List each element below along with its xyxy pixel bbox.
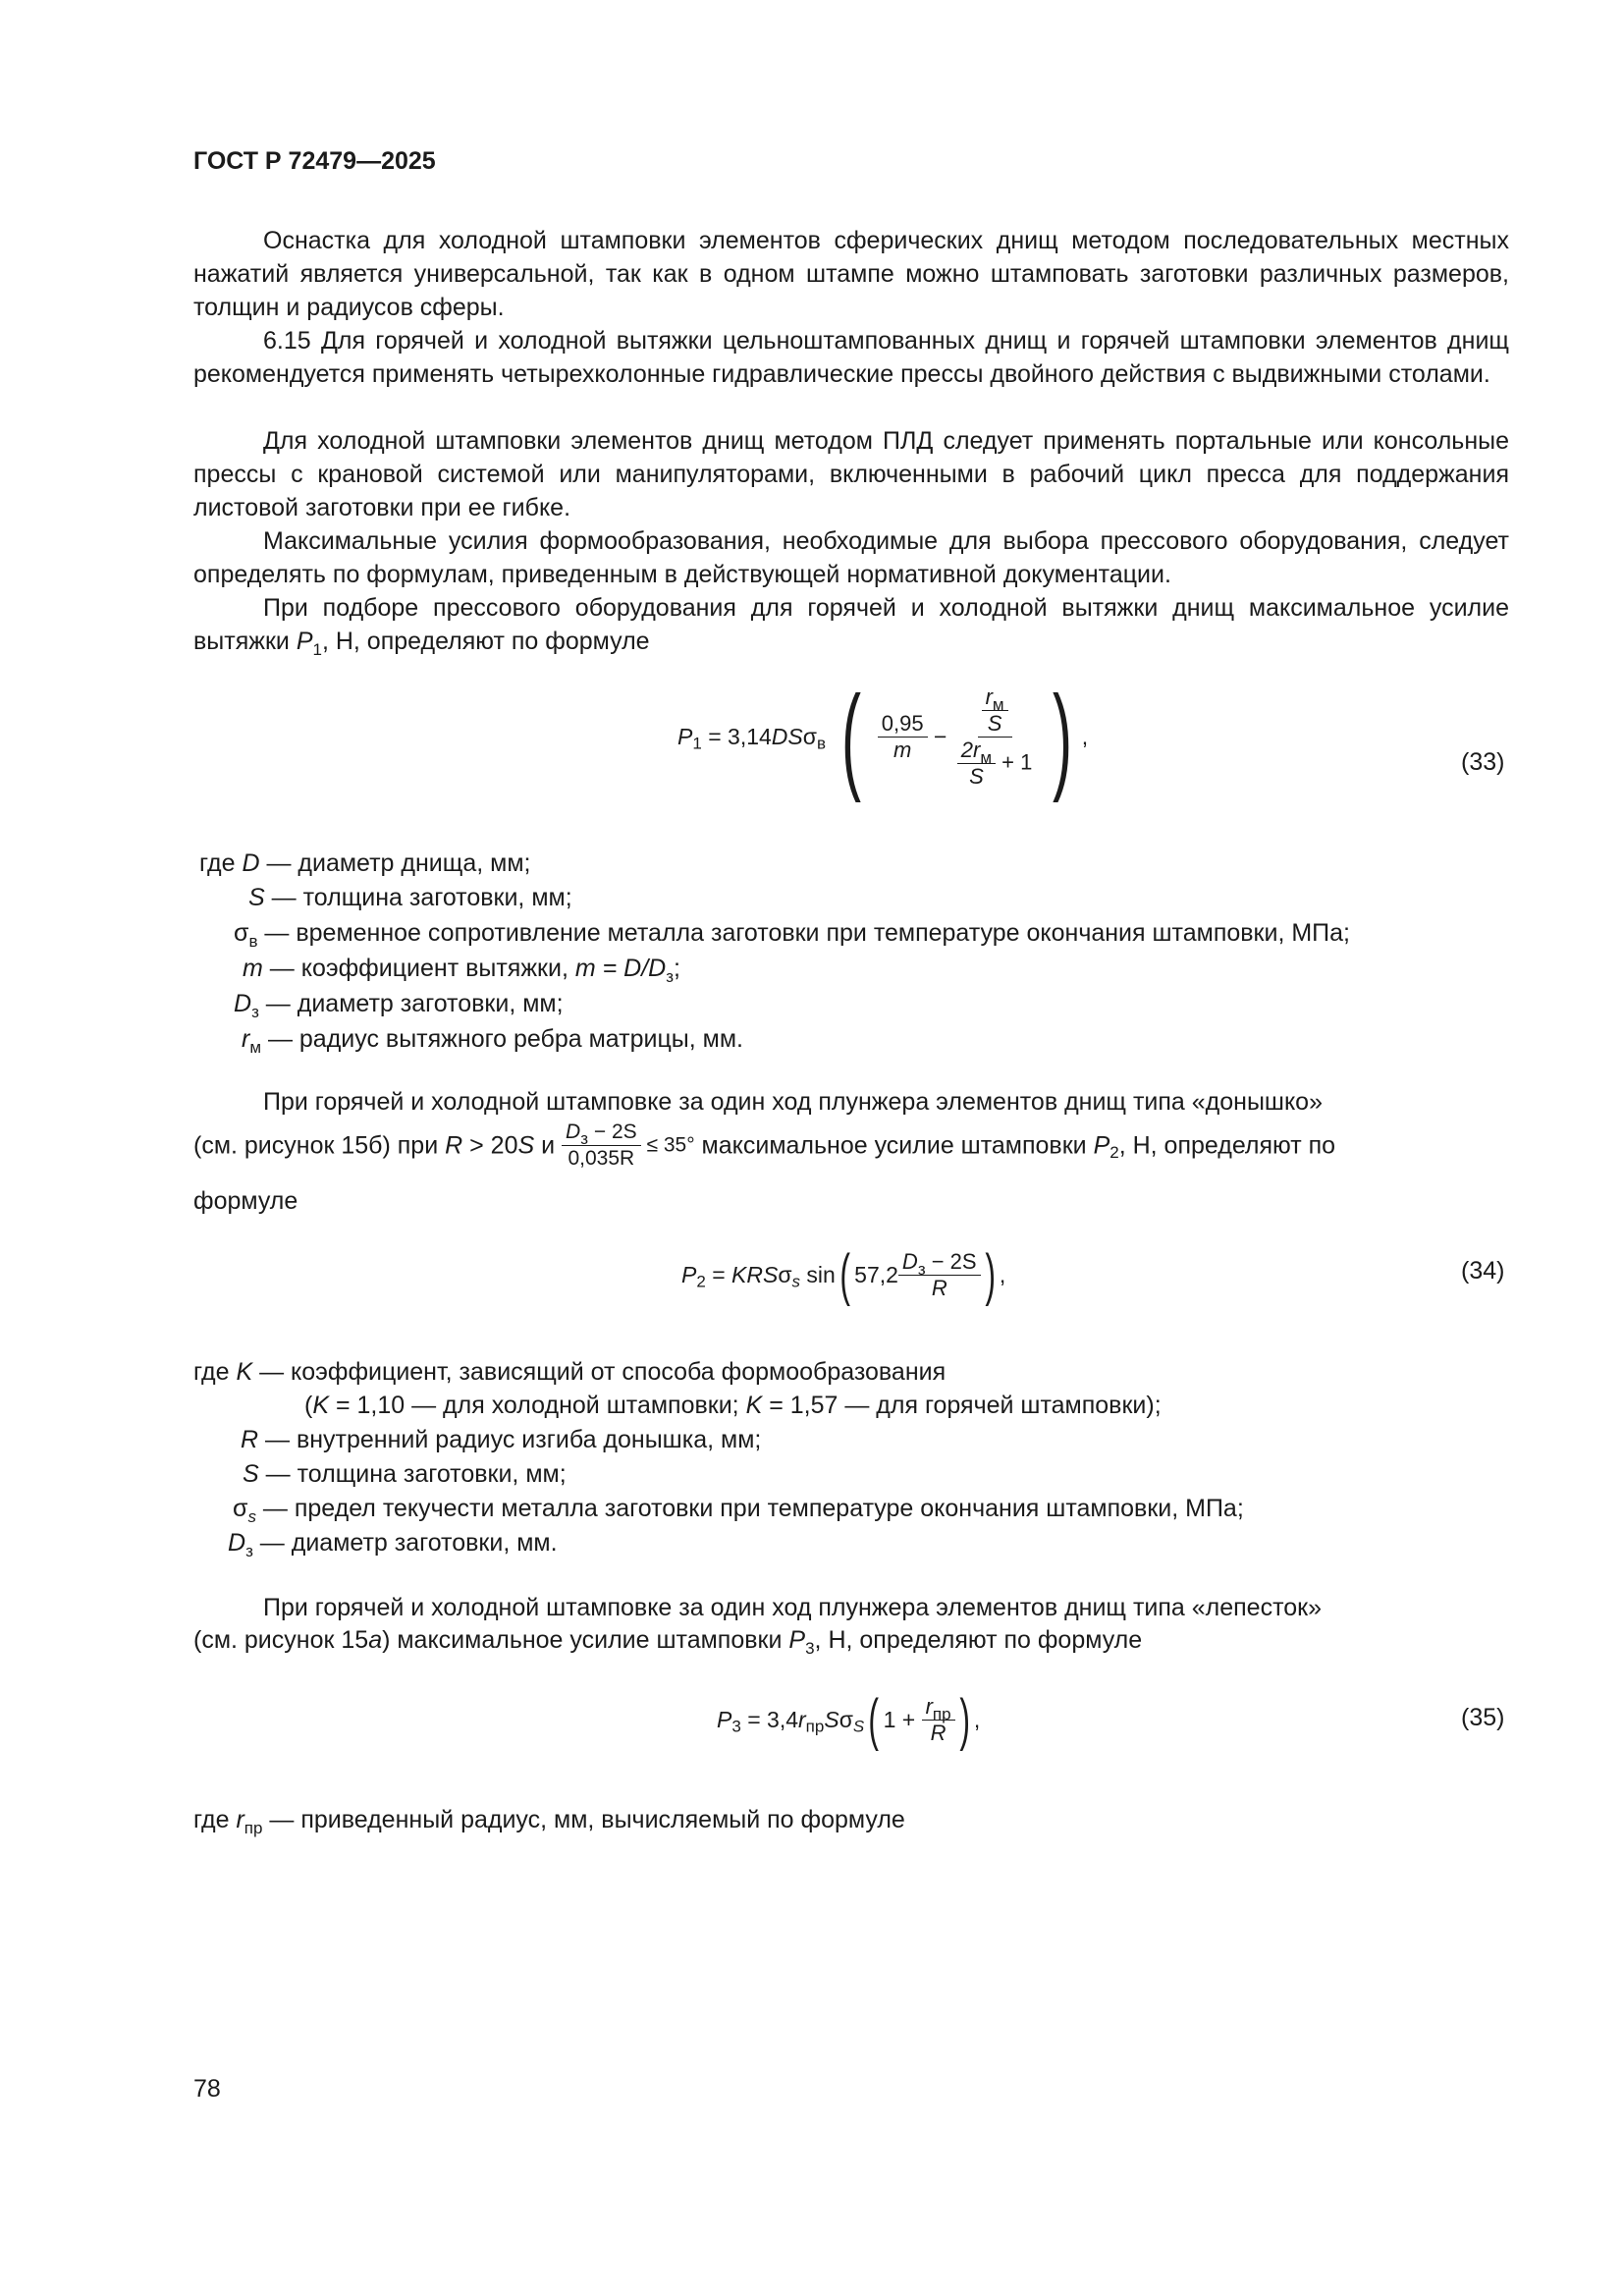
paragraph-max-forces: Максимальные усилия формообразования, необходимые для выбора прессового оборудования, следует определять по формулам, приведенным в действующей нормативной документации. xyxy=(193,527,1509,588)
def-K: где K — коэффициент, зависящий от способа формообразования xyxy=(193,1358,947,1386)
para35-line2: (см. рисунок 15а) максимальное усилие штамповки $P_3$, Н, определяют по формуле xyxy=(193,1626,1143,1658)
def-sigma-v: $\sigma_в$ — временное сопротивление металла заготовки при температуре окончания штамповки, МПа; xyxy=(234,919,1350,951)
def-Dz: $D_з$ — диаметр заготовки, мм; xyxy=(234,990,564,1021)
def-S: S — толщина заготовки, мм; xyxy=(248,884,572,911)
para34-line2: (см. рисунок 15б) при R > 20S и $\frac{D_з - 2S}{0,035R}$ ≤ 35° максимальное усилие штамповки $P_2$, Н, определяют по xyxy=(193,1121,1336,1170)
def-R: R — внутренний радиус изгиба донышка, мм; xyxy=(241,1426,762,1453)
fraction-compound: $\frac{r_м}{S}$ $\frac{2r_м}{S}$ + 1 xyxy=(953,684,1037,790)
paragraph-pld-presses: Для холодной штамповки элементов днищ методом ПЛД следует применять портальные или консольные прессы с крановой системой или манипуляторами, включенными в рабочий цикл пресса для поддержания листовой заготовки при ее гибке. xyxy=(193,427,1509,521)
def-m: m — коэффициент вытяжки, $m = D/D_з$; xyxy=(243,955,680,986)
formula-number-33: (33) xyxy=(1461,748,1505,776)
formula-35: $P_3 = 3,4r_{пр}S\sigma_S$( 1 + $\frac{r_{пр}}{R}$ ) , xyxy=(717,1687,981,1752)
fraction-35: $\frac{r_{пр}}{R}$ xyxy=(922,1694,955,1746)
formula-33: $P_1 = 3,14DS\sigma_в$ ( $\frac{0,95}{m}$ − $\frac{r_м}{S}$ $\frac{2r_м}{S}$ + 1 ) , xyxy=(677,671,1089,803)
def-sigma-s: $\sigma_s$ — предел текучести металла заготовки при температуре окончания штамповки, МПа; xyxy=(233,1495,1244,1526)
paragraph-tooling: Оснастка для холодной штамповки элементов сферических днищ методом последовательных местных нажатий является универсальной, так как в одном штампе можно штамповать заготовки различных размеров, толщин и радиусов сферы. xyxy=(193,227,1509,321)
page-number: 78 xyxy=(193,2075,221,2103)
fraction-condition: $\frac{D_з - 2S}{0,035R}$ xyxy=(562,1120,641,1172)
para34-line1: При горячей и холодной штамповке за один ход плунжера элементов днищ типа «донышко» xyxy=(263,1088,1323,1116)
document-header: ГОСТ Р 72479—2025 xyxy=(193,147,436,175)
def-Dz-34: $D_з$ — диаметр заготовки, мм. xyxy=(228,1529,558,1560)
paragraph-p1-intro: При подборе прессового оборудования для горячей и холодной вытяжки днищ максимальное усилие вытяжки $P_1$, Н, определяют по формуле xyxy=(193,594,1509,659)
def-rm: $r_м$ — радиус вытяжного ребра матрицы, мм. xyxy=(242,1025,743,1057)
formula-number-34: (34) xyxy=(1461,1257,1505,1285)
def-K-values: (K = 1,10 — для холодной штамповки; K = 1,57 — для горячей штамповки); xyxy=(304,1392,1162,1419)
paragraph-6-15: 6.15 Для горячей и холодной вытяжки цельноштампованных днищ и горячей штамповки элементов днищ рекомендуется применять четырехколонные гидравлические прессы двойного действия с выдвижными столами. xyxy=(193,327,1509,388)
def-S-34: S — толщина заготовки, мм; xyxy=(243,1460,567,1488)
fraction-34: $\frac{D_з - 2S}{R}$ xyxy=(898,1249,981,1301)
para34-line3: формуле xyxy=(193,1187,298,1215)
formula-number-35: (35) xyxy=(1461,1704,1505,1731)
para35-line1: При горячей и холодной штамповке за один ход плунжера элементов днищ типа «лепесток» xyxy=(263,1594,1322,1621)
formula-34: $P_2 = KRS\sigma_s$ sin( 57,2 $\frac{D_з - 2S}{R}$ ) , xyxy=(681,1242,1006,1307)
def-D: где D — диаметр днища, мм; xyxy=(199,849,531,877)
definition-r-pr: где $r_{пр}$ — приведенный радиус, мм, вычисляемый по формуле xyxy=(193,1806,905,1837)
fraction-095-m: $\frac{0,95}{m}$ xyxy=(878,711,928,763)
